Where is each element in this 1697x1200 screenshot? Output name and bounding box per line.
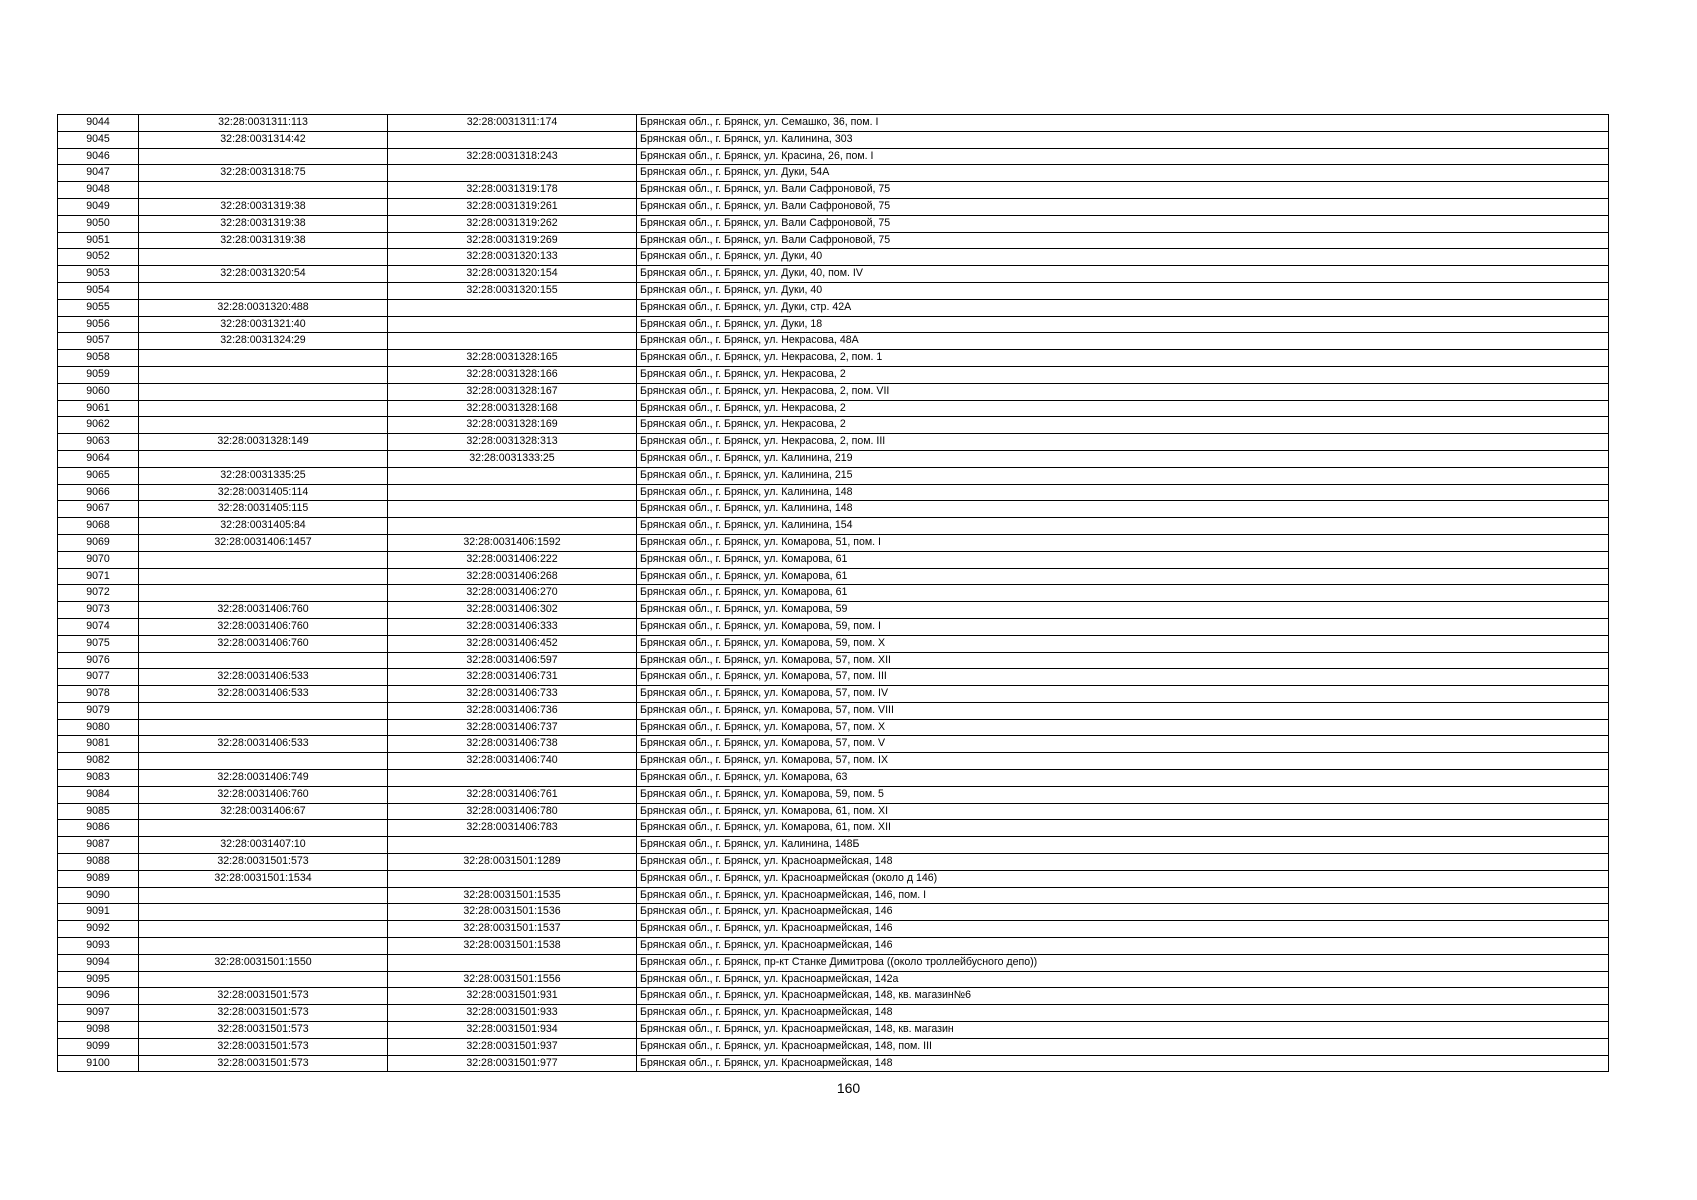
parent-cadastral-number-cell: 32:28:0031314:42	[139, 131, 388, 148]
parent-cadastral-number-cell	[139, 971, 388, 988]
cadastral-number-cell	[388, 770, 637, 787]
table-row	[58, 1005, 1609, 1022]
table-row	[58, 887, 1609, 904]
row-number-cell: 9067	[58, 501, 139, 518]
cadastral-number-cell: 32:28:0031406:731	[388, 669, 637, 686]
address-cell: Брянская обл., г. Брянск, ул. Некрасова, 48А	[637, 333, 1609, 350]
cadastral-number-cell: 32:28:0031406:270	[388, 585, 637, 602]
address-cell: Брянская обл., г. Брянск, ул. Калинина, 148	[637, 501, 1609, 518]
row-number-cell: 9051	[58, 232, 139, 249]
cadastral-number-cell: 32:28:0031319:262	[388, 215, 637, 232]
address-cell: Брянская обл., г. Брянск, ул. Красноармейская, 148	[637, 1055, 1609, 1072]
row-number-cell: 9084	[58, 786, 139, 803]
row-number-cell: 9079	[58, 702, 139, 719]
row-number-cell: 9064	[58, 450, 139, 467]
cadastral-number-cell	[388, 165, 637, 182]
cadastral-number-cell: 32:28:0031406:740	[388, 753, 637, 770]
row-number-cell: 9050	[58, 215, 139, 232]
cadastral-number-cell	[388, 954, 637, 971]
parent-cadastral-number-cell: 32:28:0031319:38	[139, 198, 388, 215]
address-cell: Брянская обл., г. Брянск, ул. Дуки, 40	[637, 282, 1609, 299]
row-number-cell: 9091	[58, 904, 139, 921]
address-cell: Брянская обл., г. Брянск, ул. Вали Сафроновой, 75	[637, 198, 1609, 215]
parent-cadastral-number-cell: 32:28:0031324:29	[139, 333, 388, 350]
address-cell: Брянская обл., г. Брянск, ул. Дуки, стр. 42А	[637, 299, 1609, 316]
cadastral-number-cell: 32:28:0031328:166	[388, 366, 637, 383]
table-row	[58, 686, 1609, 703]
table-row	[58, 333, 1609, 350]
cadastral-number-cell: 32:28:0031501:977	[388, 1055, 637, 1072]
row-number-cell: 9081	[58, 736, 139, 753]
address-cell: Брянская обл., г. Брянск, ул. Комарова, 63	[637, 770, 1609, 787]
table-row	[58, 585, 1609, 602]
address-cell: Брянская обл., г. Брянск, ул. Калинина, 215	[637, 467, 1609, 484]
table-row	[58, 854, 1609, 871]
cadastral-number-cell: 32:28:0031501:1289	[388, 854, 637, 871]
address-cell: Брянская обл., г. Брянск, ул. Комарова, 51, пом. I	[637, 534, 1609, 551]
address-cell: Брянская обл., г. Брянск, ул. Некрасова, 2	[637, 400, 1609, 417]
parent-cadastral-number-cell	[139, 887, 388, 904]
table-row	[58, 165, 1609, 182]
table-row	[58, 115, 1609, 132]
row-number-cell: 9072	[58, 585, 139, 602]
row-number-cell: 9080	[58, 719, 139, 736]
parent-cadastral-number-cell: 32:28:0031501:1550	[139, 954, 388, 971]
table-row	[58, 417, 1609, 434]
table-row	[58, 350, 1609, 367]
cadastral-number-cell	[388, 484, 637, 501]
table-row	[58, 770, 1609, 787]
address-cell: Брянская обл., г. Брянск, ул. Красина, 26, пом. I	[637, 148, 1609, 165]
table-row	[58, 316, 1609, 333]
cadastral-number-cell: 32:28:0031501:1537	[388, 921, 637, 938]
address-cell: Брянская обл., г. Брянск, ул. Комарова, 57, пом. X	[637, 719, 1609, 736]
row-number-cell: 9090	[58, 887, 139, 904]
address-cell: Брянская обл., г. Брянск, ул. Некрасова, 2, пом. VII	[637, 383, 1609, 400]
address-cell: Брянская обл., г. Брянск, ул. Комарова, 59, пом. I	[637, 618, 1609, 635]
table-row	[58, 971, 1609, 988]
parent-cadastral-number-cell	[139, 182, 388, 199]
parent-cadastral-number-cell: 32:28:0031501:573	[139, 1022, 388, 1039]
table-row	[58, 736, 1609, 753]
parent-cadastral-number-cell	[139, 719, 388, 736]
table-row	[58, 786, 1609, 803]
cadastral-number-cell	[388, 501, 637, 518]
row-number-cell: 9083	[58, 770, 139, 787]
table-row	[58, 484, 1609, 501]
parent-cadastral-number-cell: 32:28:0031501:573	[139, 1038, 388, 1055]
table-row	[58, 131, 1609, 148]
address-cell: Брянская обл., г. Брянск, ул. Комарова, 57, пом. IX	[637, 753, 1609, 770]
cadastral-number-cell: 32:28:0031406:780	[388, 803, 637, 820]
cadastral-number-cell	[388, 837, 637, 854]
parent-cadastral-number-cell: 32:28:0031335:25	[139, 467, 388, 484]
cadastral-number-cell: 32:28:0031333:25	[388, 450, 637, 467]
address-cell: Брянская обл., г. Брянск, ул. Некрасова, 2	[637, 366, 1609, 383]
parent-cadastral-number-cell: 32:28:0031319:38	[139, 232, 388, 249]
cadastral-number-cell: 32:28:0031501:1556	[388, 971, 637, 988]
cadastral-number-cell: 32:28:0031406:736	[388, 702, 637, 719]
address-cell: Брянская обл., г. Брянск, ул. Калинина, 303	[637, 131, 1609, 148]
parent-cadastral-number-cell	[139, 350, 388, 367]
row-number-cell: 9075	[58, 635, 139, 652]
parent-cadastral-number-cell: 32:28:0031320:54	[139, 266, 388, 283]
cadastral-number-cell: 32:28:0031406:302	[388, 602, 637, 619]
row-number-cell: 9056	[58, 316, 139, 333]
row-number-cell: 9087	[58, 837, 139, 854]
parent-cadastral-number-cell: 32:28:0031311:113	[139, 115, 388, 132]
parent-cadastral-number-cell: 32:28:0031406:760	[139, 635, 388, 652]
parent-cadastral-number-cell: 32:28:0031407:10	[139, 837, 388, 854]
table-row	[58, 921, 1609, 938]
address-cell: Брянская обл., г. Брянск, ул. Дуки, 54А	[637, 165, 1609, 182]
cadastral-number-cell	[388, 131, 637, 148]
parent-cadastral-number-cell	[139, 282, 388, 299]
row-number-cell: 9082	[58, 753, 139, 770]
table-row	[58, 383, 1609, 400]
cadastral-number-cell: 32:28:0031328:165	[388, 350, 637, 367]
address-cell: Брянская обл., г. Брянск, ул. Некрасова, 2, пом. 1	[637, 350, 1609, 367]
cadastral-number-cell: 32:28:0031311:174	[388, 115, 637, 132]
parent-cadastral-number-cell	[139, 652, 388, 669]
cadastral-number-cell: 32:28:0031328:168	[388, 400, 637, 417]
row-number-cell: 9059	[58, 366, 139, 383]
row-number-cell: 9071	[58, 568, 139, 585]
cadastral-number-cell: 32:28:0031328:167	[388, 383, 637, 400]
address-cell: Брянская обл., г. Брянск, ул. Красноармейская, 148, кв. магазин№6	[637, 988, 1609, 1005]
address-cell: Брянская обл., г. Брянск, ул. Калинина, 154	[637, 518, 1609, 535]
row-number-cell: 9044	[58, 115, 139, 132]
cadastral-number-cell: 32:28:0031501:1535	[388, 887, 637, 904]
address-cell: Брянская обл., г. Брянск, ул. Красноармейская, 146	[637, 938, 1609, 955]
table-row	[58, 534, 1609, 551]
row-number-cell: 9076	[58, 652, 139, 669]
cadastral-number-cell: 32:28:0031406:783	[388, 820, 637, 837]
row-number-cell: 9093	[58, 938, 139, 955]
address-cell: Брянская обл., г. Брянск, ул. Калинина, 148	[637, 484, 1609, 501]
row-number-cell: 9095	[58, 971, 139, 988]
row-number-cell: 9047	[58, 165, 139, 182]
cadastral-number-cell: 32:28:0031406:737	[388, 719, 637, 736]
parent-cadastral-number-cell: 32:28:0031406:533	[139, 669, 388, 686]
address-cell: Брянская обл., г. Брянск, ул. Комарова, 61	[637, 585, 1609, 602]
table-row	[58, 215, 1609, 232]
cadastral-number-cell: 32:28:0031406:597	[388, 652, 637, 669]
row-number-cell: 9058	[58, 350, 139, 367]
cadastral-number-cell: 32:28:0031501:937	[388, 1038, 637, 1055]
parent-cadastral-number-cell	[139, 568, 388, 585]
address-cell: Брянская обл., г. Брянск, ул. Комарова, 59	[637, 602, 1609, 619]
row-number-cell: 9049	[58, 198, 139, 215]
parent-cadastral-number-cell	[139, 551, 388, 568]
address-cell: Брянская обл., г. Брянск, ул. Комарова, 57, пом. V	[637, 736, 1609, 753]
parent-cadastral-number-cell	[139, 450, 388, 467]
table-row	[58, 518, 1609, 535]
row-number-cell: 9052	[58, 249, 139, 266]
table-row	[58, 299, 1609, 316]
table-row	[58, 618, 1609, 635]
table-row	[58, 198, 1609, 215]
parent-cadastral-number-cell	[139, 904, 388, 921]
address-cell: Брянская обл., г. Брянск, ул. Комарова, 59, пом. 5	[637, 786, 1609, 803]
address-cell: Брянская обл., г. Брянск, ул. Красноармейская, 146	[637, 904, 1609, 921]
table-row	[58, 1055, 1609, 1072]
row-number-cell: 9069	[58, 534, 139, 551]
parent-cadastral-number-cell: 32:28:0031318:75	[139, 165, 388, 182]
parent-cadastral-number-cell	[139, 921, 388, 938]
parent-cadastral-number-cell	[139, 400, 388, 417]
row-number-cell: 9092	[58, 921, 139, 938]
row-number-cell: 9086	[58, 820, 139, 837]
parent-cadastral-number-cell: 32:28:0031319:38	[139, 215, 388, 232]
cadastral-number-cell: 32:28:0031406:1592	[388, 534, 637, 551]
table-row	[58, 702, 1609, 719]
cadastral-number-cell	[388, 316, 637, 333]
address-cell: Брянская обл., г. Брянск, ул. Комарова, 61	[637, 551, 1609, 568]
row-number-cell: 9073	[58, 602, 139, 619]
parent-cadastral-number-cell: 32:28:0031501:573	[139, 1005, 388, 1022]
table-row	[58, 954, 1609, 971]
cadastral-number-cell: 32:28:0031406:452	[388, 635, 637, 652]
row-number-cell: 9074	[58, 618, 139, 635]
row-number-cell: 9094	[58, 954, 139, 971]
address-cell: Брянская обл., г. Брянск, ул. Дуки, 18	[637, 316, 1609, 333]
row-number-cell: 9048	[58, 182, 139, 199]
address-cell: Брянская обл., г. Брянск, ул. Комарова, 61, пом. XII	[637, 820, 1609, 837]
parent-cadastral-number-cell: 32:28:0031501:1534	[139, 870, 388, 887]
table-row	[58, 266, 1609, 283]
parent-cadastral-number-cell	[139, 383, 388, 400]
parent-cadastral-number-cell: 32:28:0031321:40	[139, 316, 388, 333]
cadastral-number-cell: 32:28:0031328:313	[388, 434, 637, 451]
address-cell: Брянская обл., г. Брянск, ул. Комарова, 57, пом. IV	[637, 686, 1609, 703]
row-number-cell: 9096	[58, 988, 139, 1005]
cadastral-number-cell: 32:28:0031501:1538	[388, 938, 637, 955]
row-number-cell: 9078	[58, 686, 139, 703]
table-row	[58, 904, 1609, 921]
cadastral-number-cell: 32:28:0031406:333	[388, 618, 637, 635]
address-cell: Брянская обл., г. Брянск, ул. Калинина, 219	[637, 450, 1609, 467]
cadastral-number-cell: 32:28:0031501:934	[388, 1022, 637, 1039]
row-number-cell: 9088	[58, 854, 139, 871]
row-number-cell: 9065	[58, 467, 139, 484]
address-cell: Брянская обл., г. Брянск, ул. Вали Сафроновой, 75	[637, 182, 1609, 199]
address-cell: Брянская обл., г. Брянск, пр-кт Станке Димитрова ((около троллейбусного депо))	[637, 954, 1609, 971]
parent-cadastral-number-cell: 32:28:0031405:114	[139, 484, 388, 501]
row-number-cell: 9060	[58, 383, 139, 400]
row-number-cell: 9053	[58, 266, 139, 283]
cadastral-number-cell: 32:28:0031319:269	[388, 232, 637, 249]
parent-cadastral-number-cell	[139, 938, 388, 955]
table-row	[58, 232, 1609, 249]
address-cell: Брянская обл., г. Брянск, ул. Красноармейская, 146	[637, 921, 1609, 938]
row-number-cell: 9100	[58, 1055, 139, 1072]
table-row	[58, 602, 1609, 619]
table-row	[58, 753, 1609, 770]
table-row	[58, 568, 1609, 585]
row-number-cell: 9057	[58, 333, 139, 350]
table-row	[58, 1022, 1609, 1039]
parent-cadastral-number-cell	[139, 753, 388, 770]
cadastral-number-cell: 32:28:0031501:1536	[388, 904, 637, 921]
address-cell: Брянская обл., г. Брянск, ул. Вали Сафроновой, 75	[637, 215, 1609, 232]
cadastral-number-cell: 32:28:0031318:243	[388, 148, 637, 165]
parent-cadastral-number-cell: 32:28:0031406:760	[139, 618, 388, 635]
table-row	[58, 450, 1609, 467]
row-number-cell: 9061	[58, 400, 139, 417]
address-cell: Брянская обл., г. Брянск, ул. Красноармейская, 148, кв. магазин	[637, 1022, 1609, 1039]
parent-cadastral-number-cell: 32:28:0031406:533	[139, 736, 388, 753]
parent-cadastral-number-cell: 32:28:0031406:760	[139, 786, 388, 803]
parent-cadastral-number-cell: 32:28:0031501:573	[139, 854, 388, 871]
table-row	[58, 938, 1609, 955]
table-row	[58, 870, 1609, 887]
cadastral-number-cell	[388, 518, 637, 535]
row-number-cell: 9068	[58, 518, 139, 535]
row-number-cell: 9070	[58, 551, 139, 568]
row-number-cell: 9089	[58, 870, 139, 887]
row-number-cell: 9063	[58, 434, 139, 451]
table-row	[58, 400, 1609, 417]
table-row	[58, 669, 1609, 686]
cadastral-number-cell: 32:28:0031320:133	[388, 249, 637, 266]
table-body	[58, 115, 1609, 1072]
row-number-cell: 9066	[58, 484, 139, 501]
address-cell: Брянская обл., г. Брянск, ул. Вали Сафроновой, 75	[637, 232, 1609, 249]
parent-cadastral-number-cell: 32:28:0031501:573	[139, 988, 388, 1005]
cadastral-number-cell: 32:28:0031501:931	[388, 988, 637, 1005]
row-number-cell: 9046	[58, 148, 139, 165]
table-row	[58, 837, 1609, 854]
page-number: 160	[836, 1080, 861, 1096]
table-row	[58, 719, 1609, 736]
cadastral-number-cell: 32:28:0031406:222	[388, 551, 637, 568]
address-cell: Брянская обл., г. Брянск, ул. Красноармейская, 142а	[637, 971, 1609, 988]
row-number-cell: 9098	[58, 1022, 139, 1039]
table-row	[58, 652, 1609, 669]
row-number-cell: 9062	[58, 417, 139, 434]
table-row	[58, 366, 1609, 383]
cadastral-number-cell: 32:28:0031501:933	[388, 1005, 637, 1022]
address-cell: Брянская обл., г. Брянск, ул. Комарова, 61, пом. XI	[637, 803, 1609, 820]
parent-cadastral-number-cell	[139, 249, 388, 266]
address-cell: Брянская обл., г. Брянск, ул. Красноармейская, 146, пом. I	[637, 887, 1609, 904]
parent-cadastral-number-cell: 32:28:0031406:533	[139, 686, 388, 703]
row-number-cell: 9054	[58, 282, 139, 299]
parent-cadastral-number-cell	[139, 820, 388, 837]
parent-cadastral-number-cell: 32:28:0031405:115	[139, 501, 388, 518]
address-cell: Брянская обл., г. Брянск, ул. Красноармейская, 148	[637, 1005, 1609, 1022]
cadastral-number-cell: 32:28:0031406:761	[388, 786, 637, 803]
table-row	[58, 249, 1609, 266]
cadastral-number-cell: 32:28:0031320:154	[388, 266, 637, 283]
table-row	[58, 820, 1609, 837]
cadastral-number-cell	[388, 299, 637, 316]
parent-cadastral-number-cell: 32:28:0031320:488	[139, 299, 388, 316]
row-number-cell: 9099	[58, 1038, 139, 1055]
table-row	[58, 467, 1609, 484]
parent-cadastral-number-cell: 32:28:0031501:573	[139, 1055, 388, 1072]
table-row	[58, 434, 1609, 451]
table-row	[58, 148, 1609, 165]
cadastral-number-cell: 32:28:0031406:733	[388, 686, 637, 703]
cadastral-number-cell: 32:28:0031319:261	[388, 198, 637, 215]
cadastral-number-cell: 32:28:0031328:169	[388, 417, 637, 434]
address-cell: Брянская обл., г. Брянск, ул. Некрасова, 2, пом. III	[637, 434, 1609, 451]
parent-cadastral-number-cell: 32:28:0031406:749	[139, 770, 388, 787]
parent-cadastral-number-cell	[139, 585, 388, 602]
cadastral-number-cell: 32:28:0031319:178	[388, 182, 637, 199]
row-number-cell: 9077	[58, 669, 139, 686]
table-row	[58, 551, 1609, 568]
parent-cadastral-number-cell	[139, 148, 388, 165]
cadastral-number-cell	[388, 333, 637, 350]
parent-cadastral-number-cell	[139, 417, 388, 434]
row-number-cell: 9055	[58, 299, 139, 316]
row-number-cell: 9097	[58, 1005, 139, 1022]
address-cell: Брянская обл., г. Брянск, ул. Семашко, 36, пом. I	[637, 115, 1609, 132]
row-number-cell: 9045	[58, 131, 139, 148]
parent-cadastral-number-cell: 32:28:0031405:84	[139, 518, 388, 535]
address-cell: Брянская обл., г. Брянск, ул. Комарова, 61	[637, 568, 1609, 585]
cadastral-number-cell	[388, 870, 637, 887]
address-cell: Брянская обл., г. Брянск, ул. Комарова, 57, пом. VIII	[637, 702, 1609, 719]
table-row	[58, 635, 1609, 652]
parent-cadastral-number-cell: 32:28:0031406:67	[139, 803, 388, 820]
parent-cadastral-number-cell: 32:28:0031406:760	[139, 602, 388, 619]
cadastral-number-cell: 32:28:0031320:155	[388, 282, 637, 299]
row-number-cell: 9085	[58, 803, 139, 820]
parent-cadastral-number-cell	[139, 702, 388, 719]
address-cell: Брянская обл., г. Брянск, ул. Комарова, 59, пом. X	[637, 635, 1609, 652]
parent-cadastral-number-cell	[139, 366, 388, 383]
address-cell: Брянская обл., г. Брянск, ул. Красноармейская, 148, пом. III	[637, 1038, 1609, 1055]
table-row	[58, 501, 1609, 518]
table-row	[58, 988, 1609, 1005]
table-row	[58, 803, 1609, 820]
address-cell: Брянская обл., г. Брянск, ул. Комарова, 57, пом. XII	[637, 652, 1609, 669]
address-cell: Брянская обл., г. Брянск, ул. Калинина, 148Б	[637, 837, 1609, 854]
property-registry-table	[57, 114, 1609, 1072]
table-row	[58, 282, 1609, 299]
address-cell: Брянская обл., г. Брянск, ул. Красноармейская (около д 146)	[637, 870, 1609, 887]
address-cell: Брянская обл., г. Брянск, ул. Комарова, 57, пом. III	[637, 669, 1609, 686]
table-row	[58, 1038, 1609, 1055]
parent-cadastral-number-cell: 32:28:0031406:1457	[139, 534, 388, 551]
address-cell: Брянская обл., г. Брянск, ул. Красноармейская, 148	[637, 854, 1609, 871]
cadastral-number-cell	[388, 467, 637, 484]
cadastral-number-cell: 32:28:0031406:738	[388, 736, 637, 753]
table-row	[58, 182, 1609, 199]
address-cell: Брянская обл., г. Брянск, ул. Дуки, 40, пом. IV	[637, 266, 1609, 283]
address-cell: Брянская обл., г. Брянск, ул. Дуки, 40	[637, 249, 1609, 266]
address-cell: Брянская обл., г. Брянск, ул. Некрасова, 2	[637, 417, 1609, 434]
cadastral-number-cell: 32:28:0031406:268	[388, 568, 637, 585]
parent-cadastral-number-cell: 32:28:0031328:149	[139, 434, 388, 451]
